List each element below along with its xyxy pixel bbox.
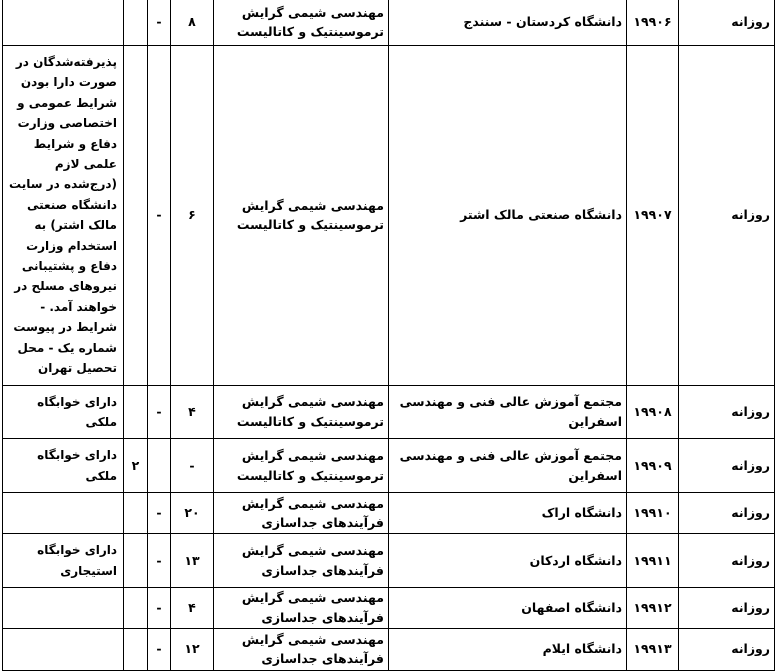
field-of-study: مهندسی شیمی گرایش فرآیندهای جداسازی [214,493,389,534]
table-row [3,385,775,439]
notes: دارای خوابگاه استیجاری [3,534,124,588]
notes [3,0,124,46]
university-name: دانشگاه اردکان [389,534,627,588]
notes [3,628,124,670]
university-name: دانشگاه صنعتی مالک اشتر [389,46,627,386]
notes: دارای خوابگاه ملکی [3,439,124,493]
university-name: مجتمع آموزش عالی فنی و مهندسی اسفراین [389,385,627,439]
course-type: روزانه [679,0,775,46]
notes [3,493,124,534]
field-of-study: مهندسی شیمی گرایش فرآیندهای جداسازی [214,628,389,670]
extra-quota [124,628,148,670]
course-type: روزانه [679,534,775,588]
table-row [3,628,775,670]
table-row [3,439,775,493]
table-row [3,534,775,588]
program-code: ۱۹۹۰۹ [627,439,679,493]
quota-secondary: - [148,493,171,534]
program-code: ۱۹۹۰۷ [627,46,679,386]
program-code: ۱۹۹۰۶ [627,0,679,46]
program-code: ۱۹۹۱۲ [627,587,679,628]
quota: ۴ [171,385,214,439]
quota: ۱۲ [171,628,214,670]
field-of-study: مهندسی شیمی گرایش ترموسینتیک و کاتالیست [214,439,389,493]
extra-quota [124,0,148,46]
notes: پذیرفته‌شدگان در صورت دارا بودن شرایط عمومی و اختصاصی وزارت دفاع و شرایط علمی لازم (درج‌شده در سایت دانشگاه صنعتی مالک اشتر) به استخدام وزارت دفاع و پشتیبانی نیروهای مسلح در خواهند آمد. - شرایط در پیوست شماره یک - محل تحصیل تهران [3,46,124,386]
quota-secondary: - [148,46,171,386]
course-type: روزانه [679,587,775,628]
table-row [3,46,775,386]
extra-quota [124,587,148,628]
quota-secondary: - [148,587,171,628]
program-table [2,0,775,671]
program-code: ۱۹۹۱۰ [627,493,679,534]
extra-quota: ۲ [124,439,148,493]
quota: ۱۳ [171,534,214,588]
extra-quota [124,534,148,588]
program-code: ۱۹۹۰۸ [627,385,679,439]
notes [3,587,124,628]
quota-secondary: - [148,628,171,670]
course-type: روزانه [679,439,775,493]
university-name: دانشگاه اراک [389,493,627,534]
extra-quota [124,493,148,534]
university-name: دانشگاه کردستان - سنندج [389,0,627,46]
university-name: مجتمع آموزش عالی فنی و مهندسی اسفراین [389,439,627,493]
extra-quota [124,385,148,439]
course-type: روزانه [679,385,775,439]
program-table-body [3,0,775,670]
field-of-study: مهندسی شیمی گرایش فرآیندهای جداسازی [214,534,389,588]
quota: ۲۰ [171,493,214,534]
field-of-study: مهندسی شیمی گرایش ترموسینتیک و کاتالیست [214,46,389,386]
field-of-study: مهندسی شیمی گرایش ترموسینتیک و کاتالیست [214,0,389,46]
extra-quota [124,46,148,386]
field-of-study: مهندسی شیمی گرایش ترموسینتیک و کاتالیست [214,385,389,439]
university-name: دانشگاه اصفهان [389,587,627,628]
quota: ۴ [171,587,214,628]
university-name: دانشگاه ایلام [389,628,627,670]
table-row [3,0,775,46]
course-type: روزانه [679,628,775,670]
quota-secondary: - [148,385,171,439]
course-type: روزانه [679,493,775,534]
quota: ۶ [171,46,214,386]
course-type: روزانه [679,46,775,386]
quota-secondary: - [148,0,171,46]
table-row [3,493,775,534]
program-code: ۱۹۹۱۳ [627,628,679,670]
field-of-study: مهندسی شیمی گرایش فرآیندهای جداسازی [214,587,389,628]
quota-secondary: - [148,534,171,588]
program-code: ۱۹۹۱۱ [627,534,679,588]
table-row [3,587,775,628]
quota-secondary [148,439,171,493]
notes: دارای خوابگاه ملکی [3,385,124,439]
quota: ۸ [171,0,214,46]
quota: - [171,439,214,493]
